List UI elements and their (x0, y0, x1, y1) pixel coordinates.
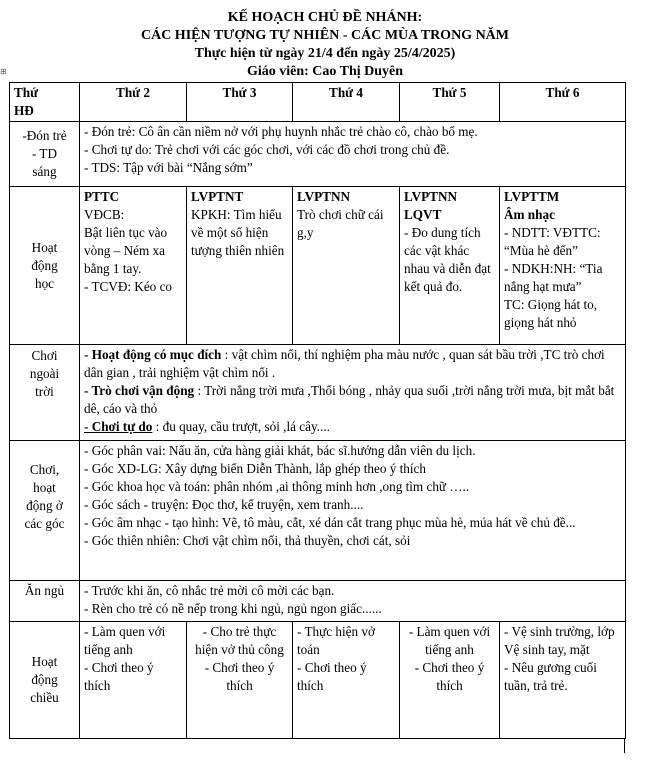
list-item (84, 382, 621, 418)
plan-title: KẾ HOẠCH CHỦ ĐỀ NHÁNH: (227, 10, 423, 25)
col-header-wednesday: Thứ 4 (293, 83, 400, 122)
list-item: - TDS: Tập với bài “Nắng sớm” (84, 160, 253, 175)
row-label-an-ngu: Ăn ngủ (10, 581, 80, 622)
hdh-friday-title: LVPTTM (504, 189, 560, 204)
list-item: - Góc phân vai: Nấu ăn, cửa hàng giải khát, bác sĩ.hướng dẫn viên du lịch. (84, 443, 476, 458)
hdh-wednesday-cell (293, 187, 400, 345)
list-item: - Góc âm nhạc - tạo hình: Vẽ, tô màu, cắt, xé dán cắt trang phục mùa hè, múa hát về chủ đề... (84, 515, 576, 530)
plan-period: Thực hiện từ ngày 21/4 đến ngày 25/4/2025) (194, 46, 456, 61)
hdh-tuesday-cell (187, 187, 293, 345)
list-item: - Chơi tự do: Trẻ chơi với các góc chơi, với các đồ chơi trong chủ đề. (84, 142, 450, 157)
hdh-wednesday-title: LVPTNN (297, 189, 351, 204)
don-tre-content (80, 122, 626, 187)
row-hoat-dong-chieu (10, 622, 626, 739)
list-item: - Góc khoa học và toán: phân nhóm ,ai thông minh hơn ,ong tìm chữ ….. (84, 479, 470, 494)
hdh-thursday-cell (400, 187, 500, 345)
list-item (84, 418, 621, 436)
hdh-monday-subtitle: VĐCB: (84, 207, 125, 222)
row-choi-ngoai-troi (10, 345, 626, 441)
hdh-friday-body: - NDTT: VĐTTC: “Mùa hè đến” - NDKH:NH: “Tia nắng hạt mưa” TC: Giọng hát to, giọng hát nhỏ (504, 225, 603, 330)
hdh-thursday-body: - Đo dung tích các vật khác nhau và diễn đạt kết quả đo. (404, 225, 491, 294)
hdh-wednesday-body: Trò chơi chữ cái g,y (297, 207, 384, 240)
list-item: - Rèn cho trẻ có nề nếp trong khi ngủ, ngủ ngon giấc...... (84, 601, 382, 616)
list-item: - Góc XD-LG: Xây dựng biển Diễn Thành, lắp ghép theo ý thích (84, 461, 427, 476)
table-move-handle-icon[interactable]: ⊞ (0, 67, 7, 76)
item-heading: - Hoạt động có mục đích (84, 347, 222, 362)
list-item: - Đón trẻ: Cô ân cần niềm nở với phụ huynh nhắc trẻ chào cô, chào bố mẹ. (84, 124, 478, 139)
hdh-tuesday-title: LVPTNT (191, 189, 244, 204)
hdh-thursday-title: LVPTNN LQVT (404, 189, 458, 222)
hdh-monday-cell (80, 187, 187, 345)
col-header-activity: Thứ HĐ (10, 83, 80, 122)
chieu-tuesday-cell: - Cho trẻ thực hiện vở thủ công - Chơi theo ý thích (187, 622, 293, 739)
list-item: - Trước khi ăn, cô nhắc trẻ mời cô mời các bạn. (84, 583, 335, 598)
hdh-friday-cell (500, 187, 626, 345)
weekly-plan-table (9, 82, 626, 739)
hdh-monday-title: PTTC (84, 189, 120, 204)
an-ngu-content (80, 581, 626, 622)
row-an-ngu (10, 581, 626, 622)
plan-subtitle: CÁC HIỆN TƯỢNG TỰ NHIÊN - CÁC MÙA TRONG NĂM (140, 28, 510, 43)
item-heading: - Chơi tự do (84, 419, 153, 434)
list-item: - Góc sách - truyện: Đọc thơ, kể truyện, xem tranh.... (84, 497, 364, 512)
row-choi-goc (10, 441, 626, 581)
choi-goc-content (80, 441, 626, 581)
row-hoat-dong-hoc (10, 187, 626, 345)
row-label-hoat-dong-chieu: Hoạt động chiều (10, 622, 80, 739)
col-header-tuesday: Thứ 3 (187, 83, 293, 122)
text-cursor (624, 739, 625, 753)
chieu-thursday-cell: - Làm quen với tiếng anh - Chơi theo ý thích (400, 622, 500, 739)
col-header-friday: Thứ 6 (500, 83, 626, 122)
col-header-monday: Thứ 2 (80, 83, 187, 122)
list-item: - Góc thiên nhiên: Chơi vật chìm nổi, thả thuyền, chơi cát, sỏi (84, 533, 411, 548)
item-text: : vật chìm nổi, thí nghiệm pha màu nước , quan sát bầu trời ,TC trò chơi dân gian , trải nghiệm vật chìm nổi . (84, 347, 605, 380)
item-text: : Trời nắng trời mưa ,Thổi bóng , nhảy qua suối ,trời nắng trời mưa, bịt mắt bắt dê, cáo và thỏ (84, 383, 615, 416)
choi-ngoai-troi-content (80, 345, 626, 441)
item-heading: - Trò chơi vận động (84, 383, 195, 398)
row-label-don-tre: -Đón trẻ - TD sáng (10, 122, 80, 187)
chieu-wednesday-cell: - Thực hiện vở toán - Chơi theo ý thích (293, 622, 400, 739)
plan-teacher: Giáo viên: Cao Thị Duyên (246, 64, 404, 79)
row-label-hoat-dong-hoc: Hoạt động học (10, 187, 80, 345)
col-header-thursday: Thứ 5 (400, 83, 500, 122)
row-don-tre (10, 122, 626, 187)
list-item (84, 346, 621, 382)
chieu-monday-cell: - Làm quen với tiếng anh - Chơi theo ý thích (80, 622, 187, 739)
header-row (10, 83, 626, 122)
item-text: : đu quay, cầu trượt, sỏi ,lá cây.... (152, 419, 330, 434)
hdh-monday-body: Bật liên tục vào vòng – Ném xa bằng 1 tay. - TCVĐ: Kéo co (84, 225, 173, 294)
row-label-choi-goc: Chơi, hoạt động ở các góc (10, 441, 80, 581)
hdh-tuesday-body: KPKH: Tìm hiểu về một số hiện tượng thiên nhiên (191, 207, 285, 258)
hdh-friday-subtitle: Âm nhạc (504, 207, 555, 222)
chieu-friday-cell: - Vệ sinh trường, lớp Vệ sinh tay, mặt - Nêu gương cuối tuần, trả trẻ. (500, 622, 626, 739)
row-label-choi-ngoai-troi: Chơi ngoài trời (10, 345, 80, 441)
